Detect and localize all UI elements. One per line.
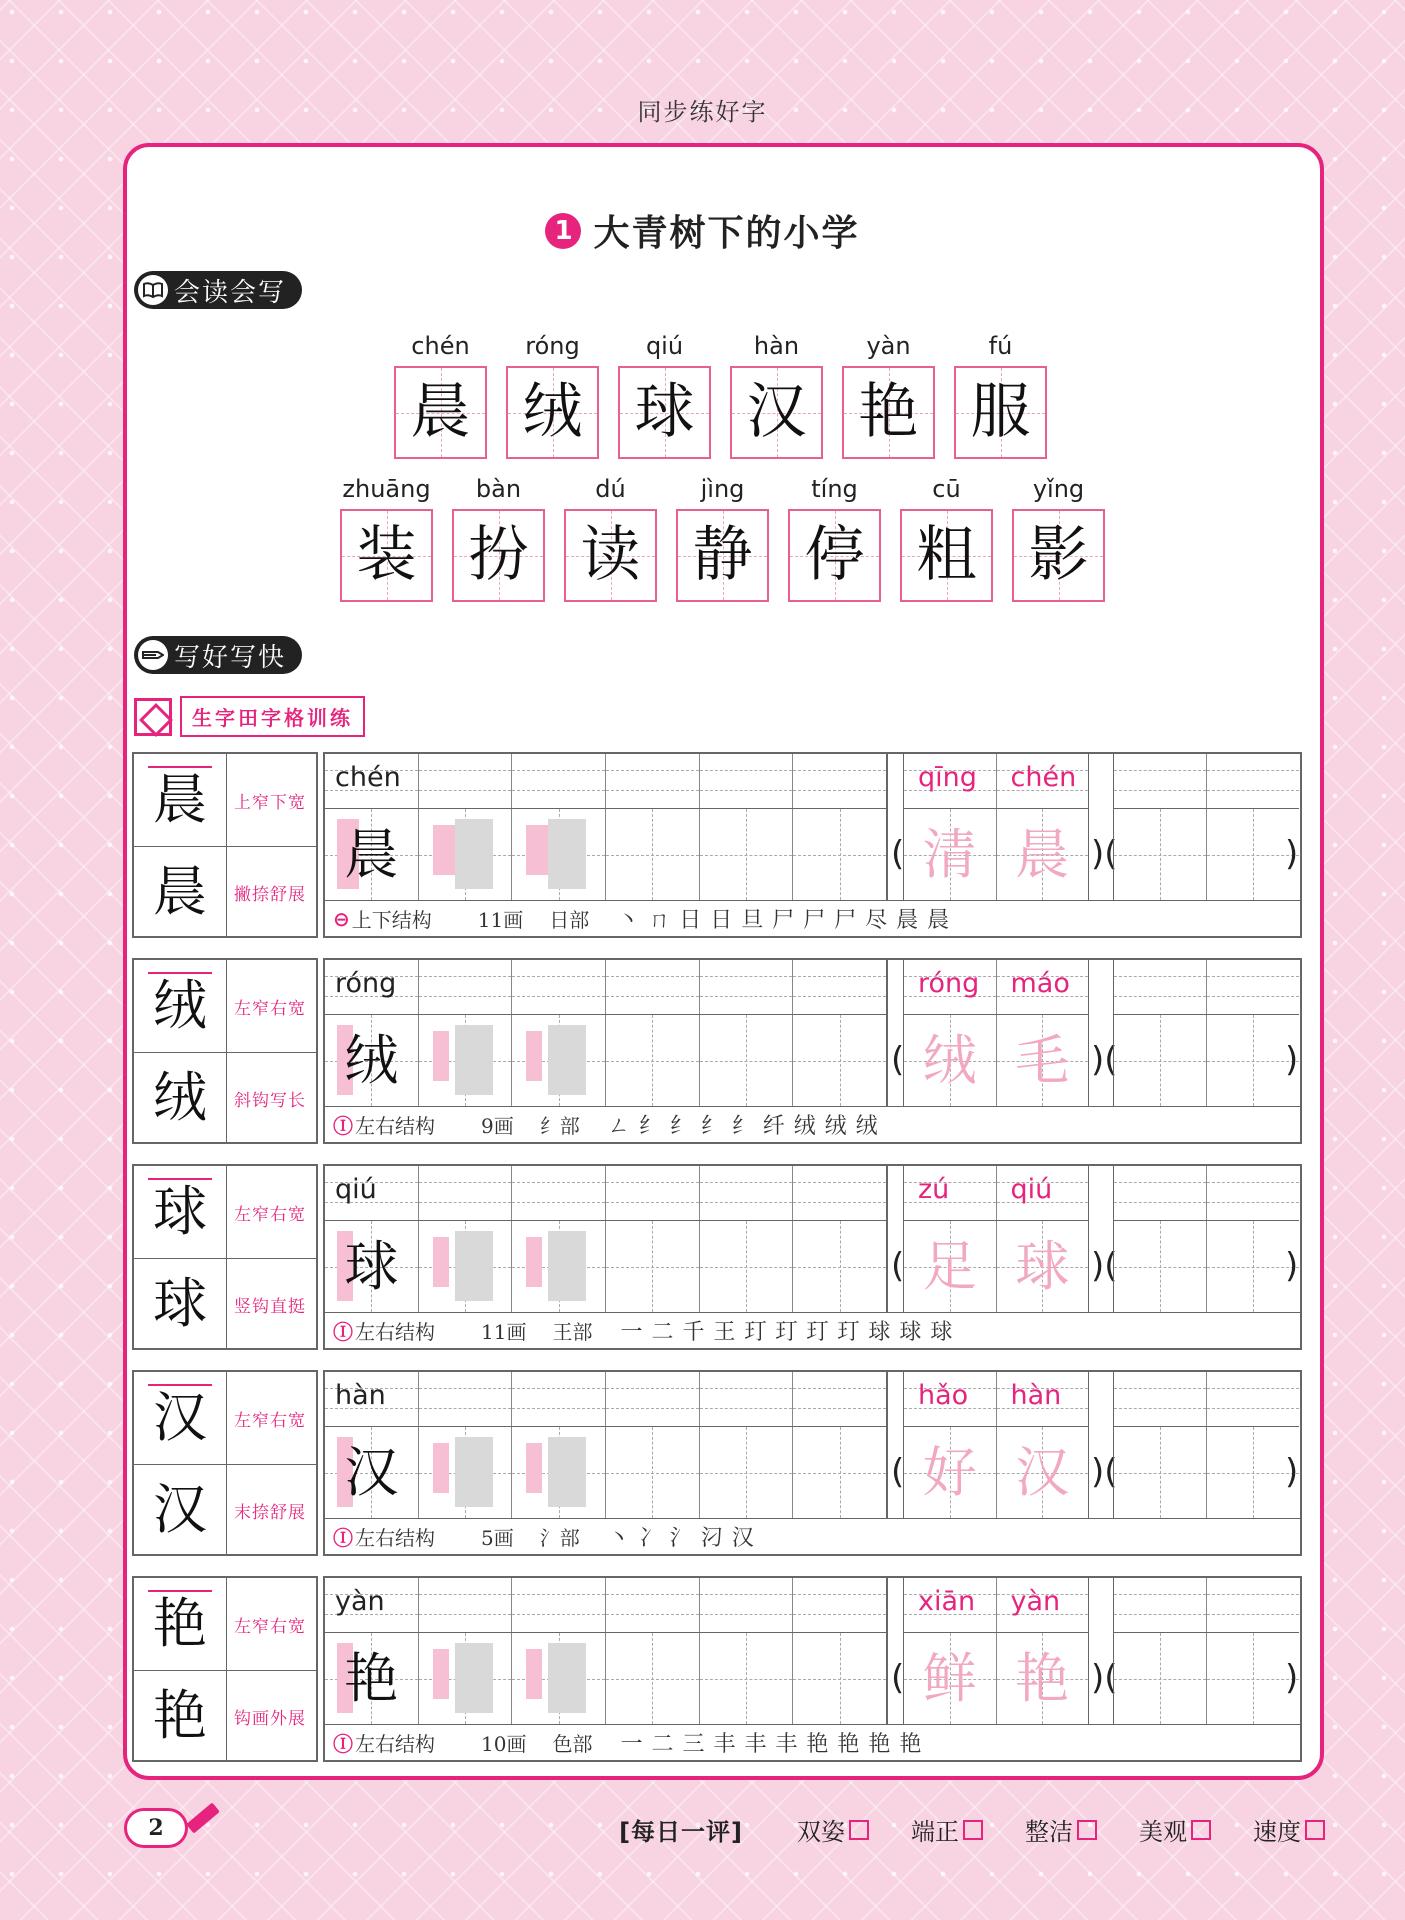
model-char: 绒 — [153, 1066, 207, 1129]
model-char: 艳 — [153, 1684, 207, 1747]
vocab-char: 球 — [634, 377, 695, 447]
eval-item[interactable]: 美观 — [1139, 1812, 1211, 1847]
practice-grid — [323, 1576, 1302, 1762]
example-char: 艳 — [344, 1647, 399, 1710]
trace-cell[interactable] — [997, 1221, 1089, 1312]
vocab-pinyin: yǐng — [1032, 475, 1085, 503]
paren-close-open: )( — [1091, 1040, 1118, 1080]
writing-cell[interactable] — [419, 809, 513, 900]
example-char: 球 — [344, 1235, 399, 1298]
writing-cell[interactable] — [512, 1633, 606, 1724]
vocab-char-box — [730, 366, 823, 459]
writing-tip: 左窄右宽 — [234, 998, 306, 1019]
trace-char: 鲜 — [922, 1647, 977, 1710]
stroke-count: 11画 — [481, 1320, 527, 1344]
vocab-char: 影 — [1028, 520, 1089, 590]
structure: 左右结构 — [355, 1320, 435, 1344]
writing-cell[interactable] — [606, 1015, 700, 1106]
word-example — [903, 1578, 1089, 1724]
vocab-item — [1012, 469, 1105, 602]
vocab-char-box — [842, 366, 935, 459]
page-number: 2 — [124, 1808, 188, 1848]
practice-grid — [323, 958, 1302, 1144]
writing-cell[interactable] — [419, 1015, 513, 1106]
trace-cell[interactable] — [997, 1633, 1089, 1724]
paren-close: ) — [1285, 1658, 1299, 1698]
practice-grid — [323, 1164, 1302, 1350]
model-char: 绒 — [153, 974, 207, 1037]
grid-training-label: 生字田字格训练 — [180, 696, 365, 737]
char-practice-block — [132, 752, 1302, 938]
vocab-char-box — [954, 366, 1047, 459]
word-pinyin: qīng — [918, 762, 977, 793]
trace-cell[interactable] — [904, 1427, 997, 1518]
radical: 王部 — [552, 1320, 593, 1344]
vocab-item — [564, 469, 657, 602]
vocab-row-2 — [340, 469, 1124, 602]
writing-cell[interactable] — [793, 1633, 886, 1724]
vocab-pinyin: hàn — [753, 332, 800, 360]
char-pinyin: hàn — [335, 1380, 386, 1411]
writing-cell[interactable] — [419, 1427, 513, 1518]
writing-cell[interactable] — [325, 1221, 419, 1312]
paren-open: ( — [891, 1452, 905, 1492]
vocab-char-box — [564, 509, 657, 602]
paren-close: ) — [1285, 1040, 1299, 1080]
writing-tip: 末捺舒展 — [234, 1502, 306, 1523]
eval-item[interactable]: 速度 — [1253, 1812, 1325, 1847]
vocab-char-box — [1012, 509, 1105, 602]
writing-cell[interactable] — [512, 1221, 606, 1312]
practice-grid — [323, 752, 1302, 938]
writing-cell[interactable] — [700, 1633, 794, 1724]
vocab-pinyin: dú — [595, 475, 626, 503]
writing-tip: 左窄右宽 — [234, 1204, 306, 1225]
checkbox-icon[interactable] — [1305, 1820, 1325, 1840]
writing-cell[interactable] — [606, 1633, 700, 1724]
paren-open: ( — [891, 1040, 905, 1080]
word-pinyin: chén — [1010, 762, 1077, 793]
char-info — [325, 1724, 1300, 1760]
vocab-pinyin: qiú — [645, 332, 684, 360]
vocab-char: 绒 — [522, 377, 583, 447]
vocab-pinyin: bàn — [475, 475, 522, 503]
vocab-item — [618, 326, 711, 459]
vocab-pinyin: yàn — [866, 332, 911, 360]
vocab-char-box — [340, 509, 433, 602]
word-blank[interactable] — [1113, 960, 1299, 1106]
vocab-char: 艳 — [858, 377, 919, 447]
writing-cell[interactable] — [793, 809, 886, 900]
writing-cell[interactable] — [512, 1015, 606, 1106]
char-model-panel — [132, 752, 318, 938]
eval-item[interactable]: 端正 — [911, 1812, 983, 1847]
vocab-char: 粗 — [916, 520, 977, 590]
writing-tip: 钩画外展 — [234, 1708, 306, 1729]
trace-char: 汉 — [1015, 1441, 1070, 1504]
model-char: 汉 — [153, 1386, 207, 1449]
vocab-item — [506, 326, 599, 459]
vocab-item — [730, 326, 823, 459]
char-practice-block — [132, 1370, 1302, 1556]
char-model-panel — [132, 1164, 318, 1350]
trace-char: 清 — [922, 823, 977, 886]
char-practice-block — [132, 958, 1302, 1144]
structure-icon: Ⓘ — [333, 1114, 353, 1138]
example-char: 晨 — [344, 823, 399, 886]
pencil-icon — [138, 640, 168, 670]
writing-row[interactable] — [325, 1426, 888, 1518]
vocab-pinyin: róng — [525, 332, 580, 360]
writing-row[interactable] — [325, 808, 888, 900]
vocab-item — [340, 469, 433, 602]
writing-cell[interactable] — [606, 809, 700, 900]
grid-training-tag — [134, 696, 365, 737]
stroke-order: 一 二 三 丰 丰 丰 艳 艳 艳 艳 — [620, 1732, 923, 1757]
char-model-panel — [132, 1576, 318, 1762]
paren-close: ) — [1285, 1246, 1299, 1286]
model-char: 晨 — [153, 860, 207, 923]
writing-cell[interactable] — [512, 1427, 606, 1518]
stroke-order: 丶 ㄇ 日 日 旦 尸 尸 尸 尽 晨 晨 — [617, 908, 951, 933]
char-info — [325, 1518, 1300, 1554]
eval-item[interactable]: 整洁 — [1025, 1812, 1097, 1847]
vocab-char: 静 — [692, 520, 753, 590]
writing-cell[interactable] — [700, 1427, 794, 1518]
vocab-pinyin: zhuāng — [342, 475, 431, 503]
stroke-order: ㄥ 纟 纟 纟 纟 纤 绒 绒 绒 — [607, 1114, 879, 1139]
writing-cell[interactable] — [419, 1633, 513, 1724]
writing-cell[interactable] — [325, 1427, 419, 1518]
structure-icon: ⊖ — [333, 906, 350, 931]
trace-char: 毛 — [1015, 1029, 1070, 1092]
pencil-icon — [186, 1802, 220, 1833]
radical: 日部 — [549, 908, 590, 932]
structure-icon: Ⓘ — [333, 1320, 353, 1344]
writing-cell[interactable] — [700, 1015, 794, 1106]
vocab-pinyin: jìng — [700, 475, 745, 503]
vocab-item — [452, 469, 545, 602]
word-pinyin: hǎo — [918, 1380, 969, 1411]
example-char: 汉 — [344, 1441, 399, 1504]
writing-cell[interactable] — [1114, 809, 1207, 900]
char-info — [325, 900, 1300, 936]
stroke-count: 9画 — [481, 1114, 514, 1138]
trace-cell[interactable] — [904, 809, 997, 900]
vocab-char-box — [788, 509, 881, 602]
stroke-count: 5画 — [481, 1526, 514, 1550]
word-example — [903, 960, 1089, 1106]
paren-close-open: )( — [1091, 1658, 1118, 1698]
vocab-pinyin: chén — [411, 332, 470, 360]
vocab-char-box — [676, 509, 769, 602]
writing-cell[interactable] — [1114, 1633, 1207, 1724]
stroke-count: 10画 — [481, 1732, 527, 1756]
vocab-row-1 — [394, 326, 1066, 459]
trace-cell[interactable] — [904, 1221, 997, 1312]
word-pinyin: máo — [1010, 968, 1070, 999]
writing-cell[interactable] — [700, 809, 794, 900]
char-model-panel — [132, 1370, 318, 1556]
paren-close: ) — [1285, 834, 1299, 874]
trace-char: 晨 — [1015, 823, 1070, 886]
vocab-char-box — [900, 509, 993, 602]
char-model-panel — [132, 958, 318, 1144]
book-icon — [138, 275, 168, 305]
radical: 氵部 — [539, 1526, 580, 1550]
writing-cell[interactable] — [419, 1221, 513, 1312]
writing-cell[interactable] — [793, 1221, 886, 1312]
writing-cell[interactable] — [512, 809, 606, 900]
daily-evaluation — [619, 1812, 1325, 1847]
word-pinyin: xiān — [918, 1586, 976, 1617]
trace-cell[interactable] — [997, 1015, 1089, 1106]
vocab-char: 晨 — [410, 377, 471, 447]
word-pinyin: qiú — [1010, 1174, 1053, 1205]
model-char: 晨 — [153, 768, 207, 831]
structure: 左右结构 — [355, 1526, 435, 1550]
trace-char: 绒 — [922, 1029, 977, 1092]
vocab-pinyin: tíng — [811, 475, 858, 503]
vocab-char: 汉 — [746, 377, 807, 447]
vocab-item — [842, 326, 935, 459]
trace-cell[interactable] — [904, 1633, 997, 1724]
writing-cell[interactable] — [606, 1221, 700, 1312]
writing-tip: 左窄右宽 — [234, 1410, 306, 1431]
vocab-item — [954, 326, 1047, 459]
writing-row[interactable] — [325, 1014, 888, 1106]
trace-char: 足 — [922, 1235, 977, 1298]
char-info — [325, 1106, 1300, 1142]
paren-close-open: )( — [1091, 1452, 1118, 1492]
lesson-number-badge: 1 — [545, 213, 581, 249]
char-pinyin: róng — [335, 968, 397, 999]
practice-grid — [323, 1370, 1302, 1556]
structure-icon: Ⓘ — [333, 1732, 353, 1756]
writing-cell[interactable] — [1114, 1221, 1207, 1312]
char-practice-block — [132, 1164, 1302, 1350]
paren-open: ( — [891, 834, 905, 874]
vocab-pinyin: cū — [932, 475, 961, 503]
knot-icon — [134, 698, 172, 736]
structure-icon: Ⓘ — [333, 1526, 353, 1550]
vocab-char-box — [506, 366, 599, 459]
writing-row[interactable] — [325, 1220, 888, 1312]
section-read-write — [134, 271, 302, 309]
vocab-char: 读 — [580, 520, 641, 590]
trace-char: 艳 — [1015, 1647, 1070, 1710]
word-blank[interactable] — [1113, 754, 1299, 900]
structure: 左右结构 — [355, 1114, 435, 1138]
book-title: 同步练好字 — [637, 98, 768, 126]
word-example — [903, 1166, 1089, 1312]
trace-cell[interactable] — [904, 1015, 997, 1106]
writing-cell[interactable] — [325, 1015, 419, 1106]
paren-open: ( — [891, 1658, 905, 1698]
checkbox-icon[interactable] — [1191, 1820, 1211, 1840]
writing-cell[interactable] — [1114, 1427, 1207, 1518]
word-pinyin: róng — [918, 968, 980, 999]
writing-tip: 上窄下宽 — [234, 792, 306, 813]
char-pinyin: yàn — [335, 1586, 385, 1617]
vocab-item — [788, 469, 881, 602]
structure: 左右结构 — [355, 1732, 435, 1756]
trace-char: 球 — [1015, 1235, 1070, 1298]
word-blank[interactable] — [1113, 1166, 1299, 1312]
paren-close-open: )( — [1091, 1246, 1118, 1286]
paren-close: ) — [1285, 1452, 1299, 1492]
radical: 色部 — [552, 1732, 593, 1756]
eval-item[interactable]: 双姿 — [797, 1812, 869, 1847]
word-pinyin: hàn — [1010, 1380, 1062, 1411]
paren-close-open: )( — [1091, 834, 1118, 874]
vocab-item — [900, 469, 993, 602]
model-char: 球 — [153, 1272, 207, 1335]
example-char: 绒 — [344, 1029, 399, 1092]
vocab-char-box — [618, 366, 711, 459]
writing-tip: 左窄右宽 — [234, 1616, 306, 1637]
model-char: 球 — [153, 1180, 207, 1243]
writing-cell[interactable] — [325, 1633, 419, 1724]
vocab-item — [394, 326, 487, 459]
writing-tip: 撇捺舒展 — [234, 884, 306, 905]
trace-cell[interactable] — [997, 1427, 1089, 1518]
vocab-char: 服 — [970, 377, 1031, 447]
checkbox-icon[interactable] — [849, 1820, 869, 1840]
lesson-heading — [0, 205, 1405, 256]
model-char: 汉 — [153, 1478, 207, 1541]
writing-cell[interactable] — [700, 1221, 794, 1312]
vocab-char: 扮 — [468, 520, 529, 590]
vocab-pinyin: fú — [988, 332, 1013, 360]
word-example — [903, 754, 1089, 900]
model-char: 艳 — [153, 1592, 207, 1655]
stroke-order: 丶 冫 氵 汈 汉 — [607, 1526, 755, 1551]
word-blank[interactable] — [1113, 1372, 1299, 1518]
trace-cell[interactable] — [997, 809, 1089, 900]
writing-cell[interactable] — [606, 1427, 700, 1518]
word-example — [903, 1372, 1089, 1518]
char-info — [325, 1312, 1300, 1348]
word-pinyin: yàn — [1010, 1586, 1061, 1617]
char-pinyin: qiú — [335, 1174, 377, 1205]
daily-evaluation-title: [每日一评] — [619, 1818, 743, 1846]
writing-cell[interactable] — [1114, 1015, 1207, 1106]
stroke-count: 11画 — [477, 908, 524, 932]
writing-tip: 斜钩写长 — [234, 1090, 306, 1111]
radical: 纟部 — [539, 1114, 580, 1138]
lesson-title: 大青树下的小学 — [593, 213, 860, 254]
writing-row[interactable] — [325, 1632, 888, 1724]
vocab-char: 停 — [804, 520, 865, 590]
section-write-well — [134, 636, 302, 674]
vocab-char: 装 — [356, 520, 417, 590]
stroke-order: 一 二 千 王 玎 玎 玎 玎 球 球 球 — [620, 1320, 954, 1345]
writing-cell[interactable] — [793, 1427, 886, 1518]
structure: 上下结构 — [351, 908, 432, 932]
char-pinyin: chén — [335, 762, 401, 793]
writing-tip: 竖钩直挺 — [234, 1296, 306, 1317]
vocab-item — [676, 469, 769, 602]
trace-char: 好 — [922, 1441, 977, 1504]
checkbox-icon[interactable] — [1077, 1820, 1097, 1840]
writing-cell[interactable] — [325, 809, 419, 900]
paren-open: ( — [891, 1246, 905, 1286]
checkbox-icon[interactable] — [963, 1820, 983, 1840]
writing-cell[interactable] — [793, 1015, 886, 1106]
vocab-char-box — [394, 366, 487, 459]
char-practice-block — [132, 1576, 1302, 1762]
word-blank[interactable] — [1113, 1578, 1299, 1724]
section-write-well-label: 写好写快 — [174, 642, 287, 673]
vocab-char-box — [452, 509, 545, 602]
word-pinyin: zú — [918, 1174, 950, 1205]
footer — [0, 1808, 1405, 1848]
section-read-write-label: 会读会写 — [174, 277, 287, 308]
